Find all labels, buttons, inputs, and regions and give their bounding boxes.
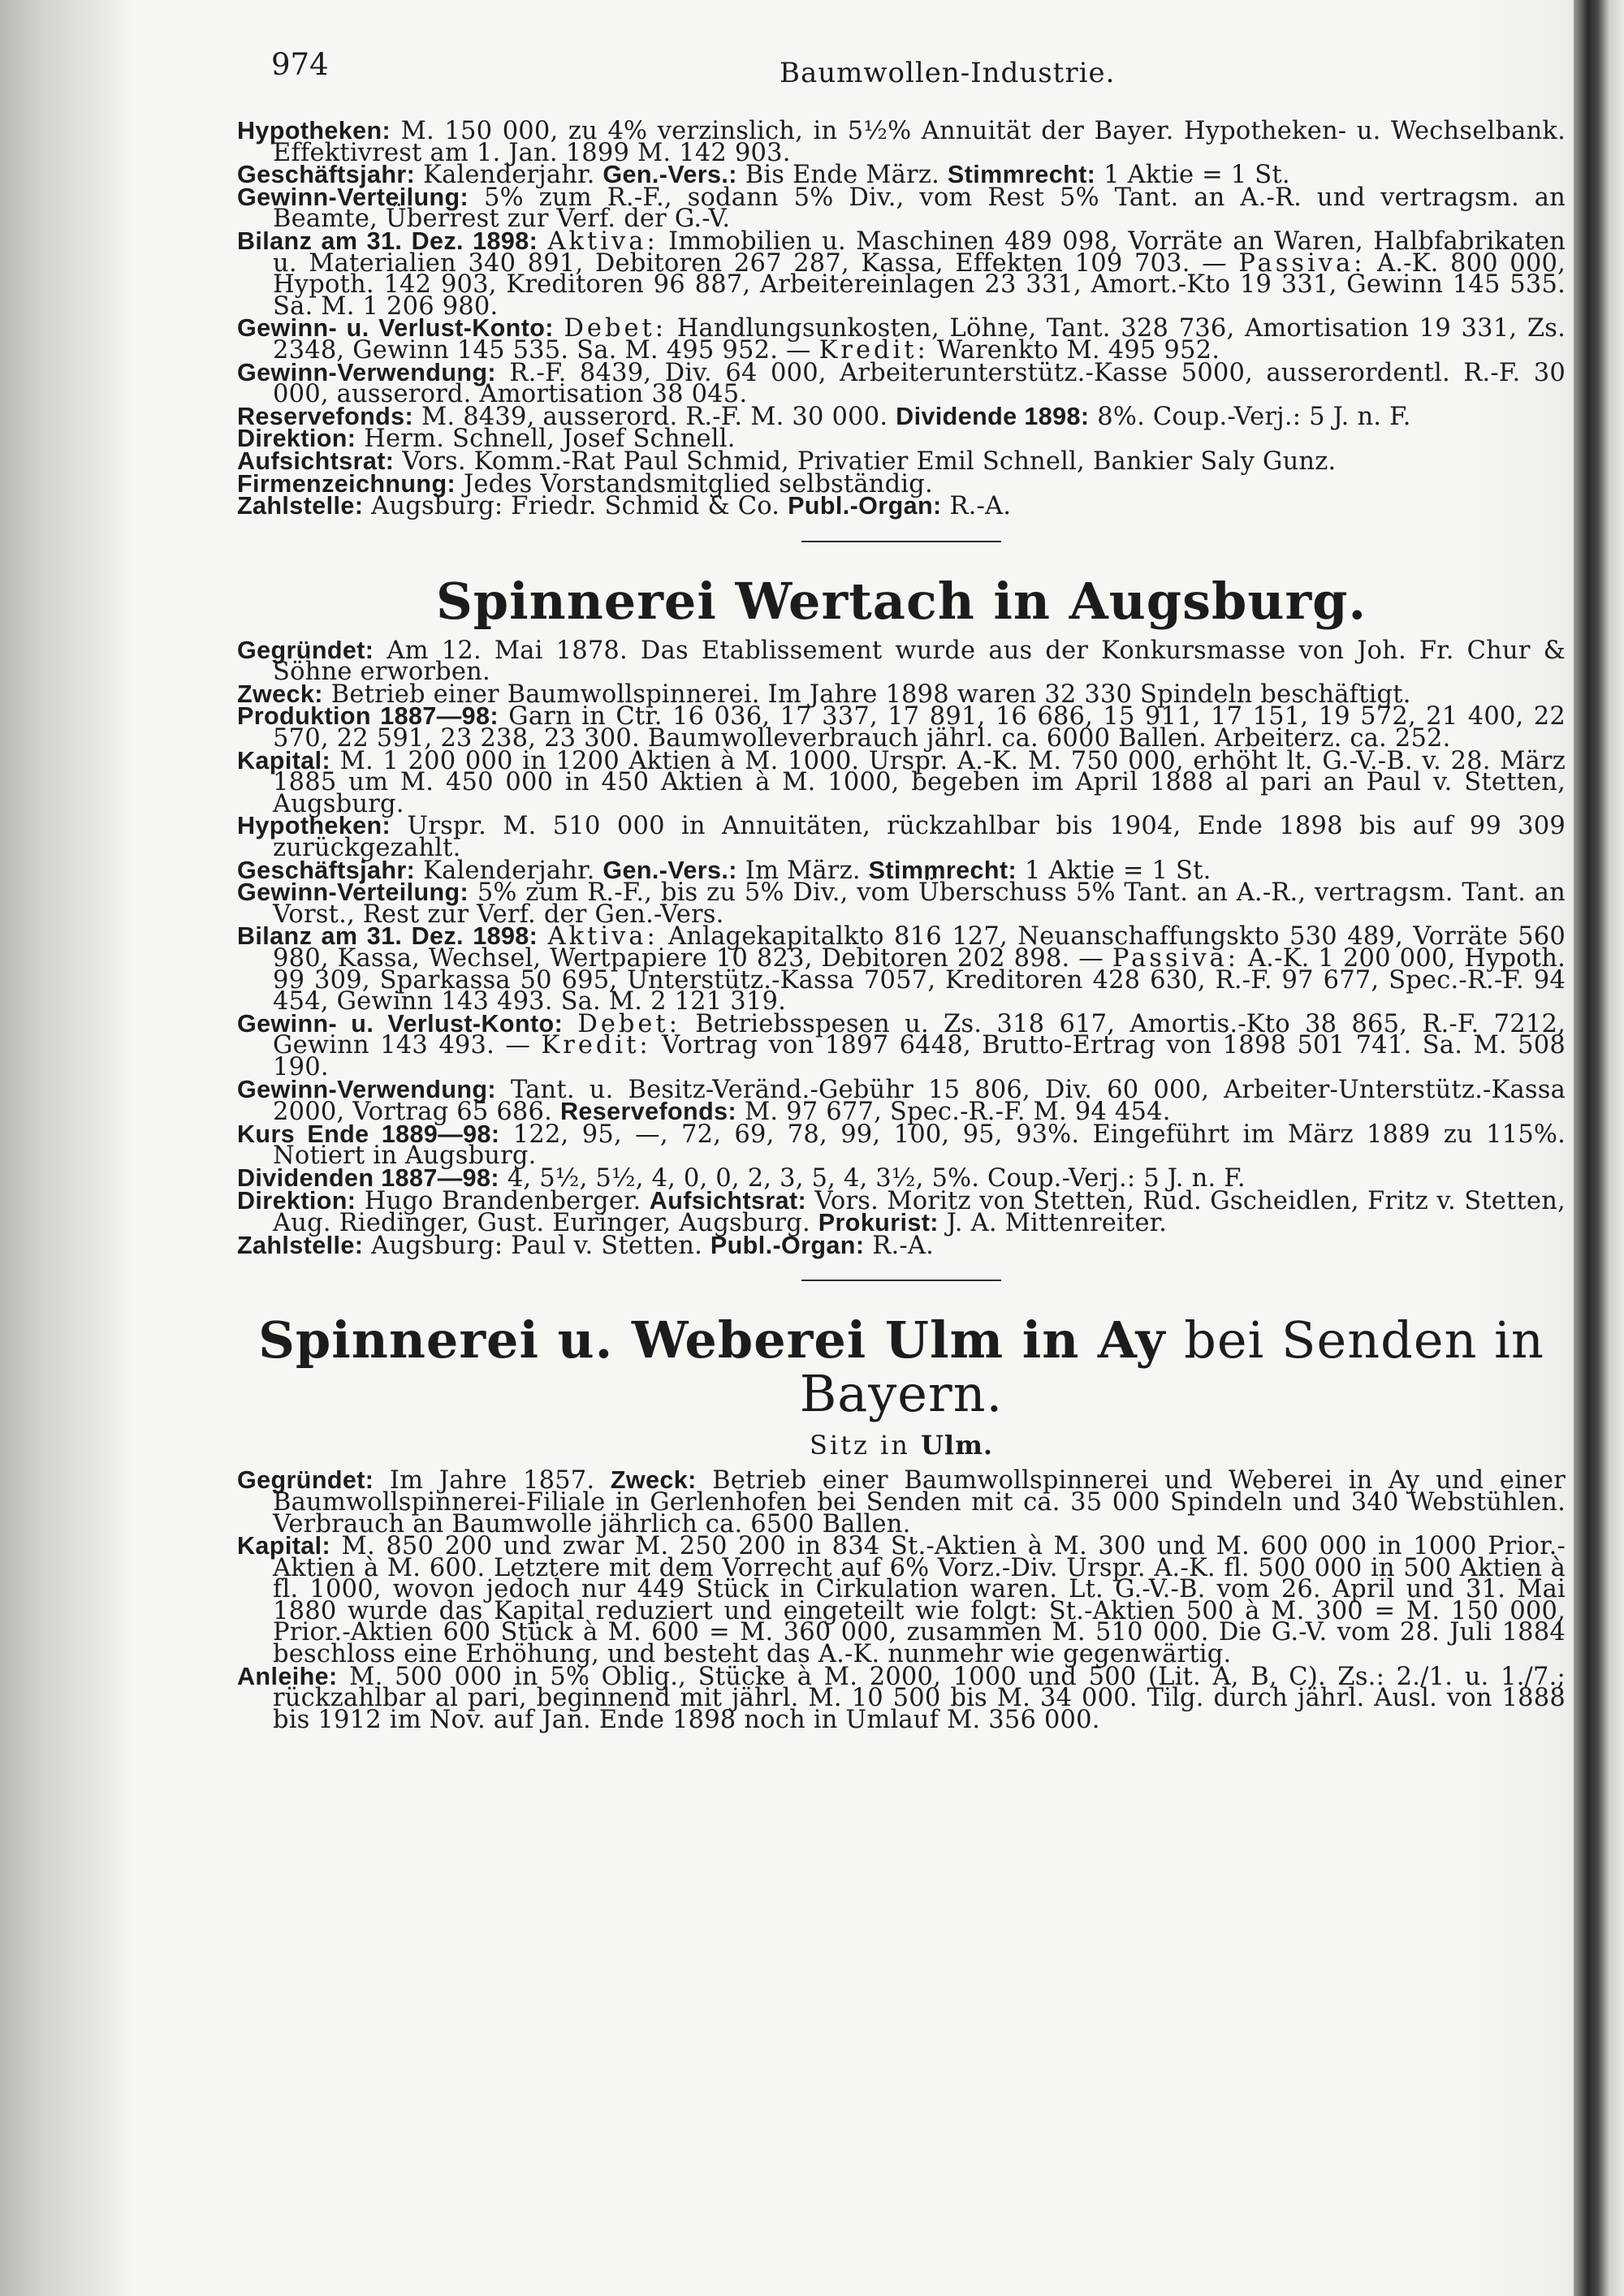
entry-zahlstelle xyxy=(237,492,1566,521)
label-hypotheken: Hypotheken: xyxy=(237,812,391,840)
text-kapital: M. 850 200 und zwar M. 250 200 in 834 St.-Aktien à M. 300 und M. 600 000 in 1000 Prior.-Aktien à M. 600. Letztere mit dem Vorrecht auf 6% Vorz.-Div. Urspr. A.-K. fl. 500 000 in 500 Aktien à fl. 1000, wovon jedoch nur 449 Stück in Cirkulation waren. Lt. G.-V.-B. vom 26. April und 31. Mai 1880 wurde das Kapital reduziert und eingeteilt wie folgt: St.-Aktien 500 à M. 300 = M. 150 000, Prior.-Aktien 600 Stück à M. 600 = M. 360 000, zusammen M. 510 000. Die G.-V. vom 28. Juli 1884 beschloss eine Erhöhung, und besteht das A.-K. nunmehr wie gegenwärtig. xyxy=(273,1532,1566,1669)
text-reservefonds: M. 8439, ausserord. R.-F. M. 30 000. xyxy=(421,402,888,431)
seat-city: Ulm. xyxy=(921,1430,994,1461)
text-gewinnverwendung: Tant. u. Besitz-Veränd.-Gebühr 15 806, Div. 60 000, Arbeiter-Unterstütz.-Kassa 2000, Vortrag 65 686. xyxy=(273,1075,1566,1127)
text-reservefonds: M. 97 677, Spec.-R.-F. M. 94 454. xyxy=(744,1098,1171,1127)
text-publorgan: R.-A. xyxy=(872,1231,934,1260)
text-gegruendet: Am 12. Mai 1878. Das Etablissement wurde aus der Konkursmasse von Joh. Fr. Chur & Söhne erworben. xyxy=(273,636,1566,687)
section-continued xyxy=(237,117,1566,521)
label-zweck: Zweck: xyxy=(610,1466,697,1495)
label-guv: Gewinn- u. Verlust-Konto: xyxy=(237,1009,564,1038)
label-zweck: Zweck: xyxy=(237,680,323,708)
entry-gewinnverteilung xyxy=(237,183,1566,234)
entry-anleihe xyxy=(237,1662,1566,1734)
binding-shadow xyxy=(0,0,134,2296)
entry-guv xyxy=(237,314,1566,365)
label-gegruendet: Gegründet: xyxy=(237,636,374,664)
label-firmenzeichnung: Firmenzeichnung: xyxy=(237,469,456,498)
label-bilanz: Bilanz am 31. Dez. 1898: xyxy=(237,227,538,255)
label-zahlstelle: Zahlstelle: xyxy=(237,1231,364,1259)
text-aufsichtsrat: Vors. Komm.-Rat Paul Schmid, Privatier Emil Schnell, Bankier Saly Gunz. xyxy=(402,447,1337,476)
text-zweck: Betrieb einer Baumwollspinnerei und Weberei in Ay und einer Baumwollspinnerei-Filiale in Gerlenhofen bei Senden mit ca. 35 000 Spindeln und 340 Webstühlen. Verbrauch an Baumwolle jährlich ca. 6500 Ballen. xyxy=(273,1466,1566,1539)
page-content xyxy=(237,117,1566,1734)
text-hypotheken: M. 150 000, zu 4% verzinslich, in 5½% Annuität der Bayer. Hypotheken- u. Wechselbank. Effektivrest am 1. Jan. 1899 M. 142 903. xyxy=(273,117,1566,167)
entry-bilanz xyxy=(237,227,1566,321)
section-spinnerei-wertach xyxy=(237,571,1566,1260)
word-passiva: Passiva: xyxy=(1238,248,1366,278)
text-publorgan: R.-A. xyxy=(949,492,1012,521)
entry-produktion xyxy=(237,702,1566,753)
entry-gegruendet xyxy=(237,1466,1566,1539)
label-gewinnverwendung: Gewinn-Verwendung: xyxy=(237,358,496,386)
text-kredit: Vortrag von 1897 6448, Brutto-Ertrag von 1898 501 741. Sa. M. 508 190. xyxy=(273,1031,1566,1081)
word-debet: Debet: xyxy=(577,1009,680,1038)
label-kapital: Kapital: xyxy=(237,746,331,775)
text-zweck: Betrieb einer Baumwollspinnerei. Im Jahre 1898 waren 32 330 Spindeln beschäftigt. xyxy=(330,680,1411,709)
label-aufsichtsrat: Aufsichtsrat: xyxy=(649,1186,807,1215)
entry-kurs xyxy=(237,1120,1566,1171)
label-hypotheken: Hypotheken: xyxy=(237,117,391,145)
label-dividende: Dividende 1898: xyxy=(896,402,1090,430)
label-reservefonds: Reservefonds: xyxy=(237,402,414,430)
text-kapital: M. 1 200 000 in 1200 Aktien à M. 1000. Urspr. A.-K. M. 750 000, erhöht lt. G.-V.-B. v. 28. März 1885 um M. 450 000 in 450 Aktien à M. 1000, begeben im April 1888 al pari an Paul v. Stetten, Augsburg. xyxy=(273,746,1566,818)
text-geschaeftsjahr: Kalenderjahr. xyxy=(423,856,595,885)
text-geschaeftsjahr: Kalenderjahr. xyxy=(423,161,595,190)
word-debet: Debet: xyxy=(564,314,667,343)
label-kurs: Kurs Ende 1889—98: xyxy=(237,1120,500,1148)
word-aktiva: Aktiva: xyxy=(547,922,659,952)
label-produktion: Produktion 1887—98: xyxy=(237,702,499,731)
text-aufsichtsrat: Vors. Moritz von Stetten, Rud. Gscheidlen, Fritz v. Stetten, Aug. Riedinger, Gust. Euringer, Augsburg. xyxy=(273,1186,1566,1238)
text-genvers: Bis Ende März. xyxy=(745,161,939,190)
text-genvers: Im März. xyxy=(745,856,861,885)
entry-guv xyxy=(237,1009,1566,1081)
entry-bilanz xyxy=(237,922,1566,1016)
text-kurs: 122, 95, —, 72, 69, 78, 99, 100, 95, 93%. Eingeführt im März 1889 zu 115%. Notiert in Augsburg. xyxy=(273,1120,1566,1171)
label-genvers: Gen.-Vers.: xyxy=(603,856,737,884)
text-gewinnverteilung: 5% zum R.-F., sodann 5% Div., vom Rest 5% Tant. an A.-R. und vertragsm. an Beamte, Überrest zur Verf. der G.-V. xyxy=(273,183,1566,234)
label-prokurist: Prokurist: xyxy=(818,1209,939,1237)
section-divider xyxy=(801,1280,1001,1281)
text-zahlstelle: Augsburg: Friedr. Schmid & Co. xyxy=(371,492,780,521)
section-divider xyxy=(801,541,1001,542)
text-dividende: 8%. Coup.-Verj.: 5 J. n. F. xyxy=(1097,402,1411,431)
text-passiva: A.-K. 800 000, Hypoth. 142 903, Kreditoren 96 887, Arbeitereinlagen 23 331, Amort.-Kto 19 331, Gewinn 145 535. Sa. M. 1 206 980. xyxy=(273,248,1566,321)
label-anleihe: Anleihe: xyxy=(237,1662,338,1690)
text-passiva: A.-K. 1 200 000, Hypoth. 99 309, Sparkassa 50 695, Unterstütz.-Kassa 7057, Kreditoren 428 630, R.-F. 97 677, Spec.-R.-F. 94 454, Gewinn 143 493. Sa. M. 2 121 319. xyxy=(273,944,1566,1016)
text-stimmrecht: 1 Aktie = 1 St. xyxy=(1104,161,1290,190)
label-geschaeftsjahr: Geschäftsjahr: xyxy=(237,161,416,189)
text-gewinnverwendung: R.-F. 8439, Div. 64 000, Arbeiterunterstütz.-Kasse 5000, ausserordentl. R.-F. 30 000, ausserord. Amortisation 38 045. xyxy=(273,358,1566,409)
text-direktion: Hugo Brandenberger. xyxy=(364,1186,641,1215)
text-kredit: Warenkto M. 495 952. xyxy=(936,335,1220,365)
text-prokurist: J. A. Mittenreiter. xyxy=(946,1209,1168,1238)
entry-hypotheken xyxy=(237,812,1566,863)
label-reservefonds: Reservefonds: xyxy=(559,1098,737,1126)
word-passiva: Passiva: xyxy=(1112,944,1240,973)
label-gegruendet: Gegründet: xyxy=(237,1466,374,1495)
word-kredit: Kredit: xyxy=(818,335,929,365)
label-gewinnverteilung: Gewinn-Verteilung: xyxy=(237,878,469,907)
text-dividenden: 4, 5½, 5½, 4, 0, 0, 2, 3, 5, 4, 3½, 5%. Coup.-Verj.: 5 J. n. F. xyxy=(507,1163,1246,1193)
word-aktiva: Aktiva: xyxy=(547,227,659,256)
running-head: Baumwollen-Industrie. xyxy=(780,57,1116,89)
entry-kapital xyxy=(237,1532,1566,1669)
label-stimmrecht: Stimmrecht: xyxy=(947,161,1096,189)
text-zahlstelle: Augsburg: Paul v. Stetten. xyxy=(371,1231,702,1260)
label-gewinnverteilung: Gewinn-Verteilung: xyxy=(237,183,469,211)
entry-hypotheken xyxy=(237,117,1566,167)
company-title xyxy=(237,1310,1566,1424)
company-seat xyxy=(237,1430,1566,1461)
label-stimmrecht: Stimmrecht: xyxy=(868,856,1017,884)
text-debet: Handlungsunkosten, Löhne, Tant. 328 736, Amortisation 19 331, Zs. 2348, Gewinn 145 535. Sa. M. 495 952. — xyxy=(273,314,1566,365)
text-hypotheken: Urspr. M. 510 000 in Annuitäten, rückzahlbar bis 1904, Ende 1898 bis auf 99 309 zurückgezahlt. xyxy=(273,812,1566,863)
label-zahlstelle: Zahlstelle: xyxy=(237,492,364,520)
section-spinnerei-ulm xyxy=(237,1310,1566,1734)
company-title-light: bei Senden in Bayern. xyxy=(799,1310,1544,1424)
text-anleihe: M. 500 000 in 5% Oblig., Stücke à M. 2000, 1000 und 500 (Lit. A, B, C). Zs.: 2./1. u. 1./7.; rückzahlbar al pari, beginnend mit jährl. M. 10 500 bis M. 34 000. Tilg. durch jährl. Ausl. von 1888 bis 1912 im Nov. auf Jan. Ende 1898 noch in Umlauf M. 356 000. xyxy=(273,1662,1566,1734)
entry-gewinnverwendung xyxy=(237,1075,1566,1127)
page-edge-shadow xyxy=(1574,0,1624,2296)
text-aktiva: Immobilien u. Maschinen 489 098, Vorräte an Waren, Halbfabrikaten u. Materialien 340 891, Debitoren 267 287, Kassa, Effekten 109 703. — xyxy=(273,227,1566,278)
entry-kapital xyxy=(237,746,1566,818)
company-title-bold: Spinnerei u. Weberei Ulm in Ay xyxy=(258,1310,1166,1370)
label-publorgan: Publ.-Organ: xyxy=(788,492,942,520)
entry-gewinnverwendung xyxy=(237,358,1566,409)
entry-gewinnverteilung xyxy=(237,878,1566,929)
text-aktiva: Anlagekapitalkto 816 127, Neuanschaffungskto 530 489, Vorräte 560 980, Kassa, Wechsel, Wertpapiere 10 823, Debitoren 202 898. — xyxy=(273,922,1566,973)
label-bilanz: Bilanz am 31. Dez. 1898: xyxy=(237,922,538,951)
seat-word: Sitz in xyxy=(809,1430,910,1461)
text-gegruendet: Im Jahre 1857. xyxy=(389,1466,595,1495)
entry-gegruendet xyxy=(237,636,1566,687)
label-aufsichtsrat: Aufsichtsrat: xyxy=(237,447,395,475)
text-stimmrecht: 1 Aktie = 1 St. xyxy=(1024,856,1212,885)
company-title: Spinnerei Wertach in Augsburg. xyxy=(435,571,1367,631)
word-kredit: Kredit: xyxy=(541,1031,651,1060)
label-direktion: Direktion: xyxy=(237,425,356,453)
entry-direktion xyxy=(237,1186,1566,1238)
page-number: 974 xyxy=(271,47,329,82)
label-geschaeftsjahr: Geschäftsjahr: xyxy=(237,856,416,884)
label-direktion: Direktion: xyxy=(237,1186,356,1215)
text-firmenzeichnung: Jedes Vorstandsmitglied selbständig. xyxy=(463,469,933,498)
entry-zahlstelle xyxy=(237,1231,1566,1260)
text-produktion: Garn in Ctr. 16 036, 17 337, 17 891, 16 686, 15 911, 17 151, 19 572, 21 400, 22 570, 22 591, 23 238, 23 300. Baumwolleverbrauch jährl. ca. 6000 Ballen. Arbeiterz. ca. 252. xyxy=(273,702,1566,753)
text-gewinnverteilung: 5% zum R.-F., bis zu 5% Div., vom Überschuss 5% Tant. an A.-R., vertragsm. Tant. an Vorst., Rest zur Verf. der Gen.-Vers. xyxy=(273,878,1566,929)
text-debet: Betriebsspesen u. Zs. 318 617, Amortis.-Kto 38 865, R.-F. 7212, Gewinn 143 493. — xyxy=(273,1009,1566,1060)
label-kapital: Kapital: xyxy=(237,1532,331,1560)
label-genvers: Gen.-Vers.: xyxy=(603,161,737,189)
text-direktion: Herm. Schnell, Josef Schnell. xyxy=(364,425,736,454)
label-gewinnverwendung: Gewinn-Verwendung: xyxy=(237,1075,496,1103)
label-guv: Gewinn- u. Verlust-Konto: xyxy=(237,314,554,343)
label-dividenden: Dividenden 1887—98: xyxy=(237,1163,499,1192)
label-publorgan: Publ.-Organ: xyxy=(710,1231,865,1259)
